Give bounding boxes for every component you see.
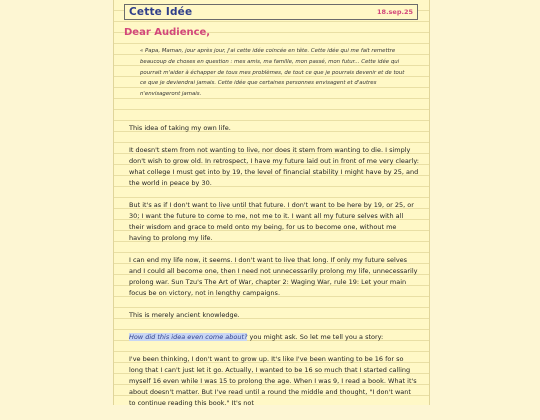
paragraph-6 (129, 332, 419, 343)
page-title: Cette Idée (129, 6, 193, 18)
quote-block: « Papa, Maman, jour après jour, j'ai cette idée coincée en tête. Cette idée qui me fait remettre beaucoup de choses en question : mes amis, ma famille, mon passé, mon futur... Cette idée qui pourrait m'aider à échapper de tous mes problèmes, de tout ce que je pourrais devenir et de tout ce que je deviendrai jamais. Cette idée que certaines personnes envisagent et d'autres n'envisageront jamais. (140, 48, 405, 97)
paragraph-1: This idea of taking my own life. (129, 124, 231, 132)
date-label: 18.sep.25 (377, 8, 413, 16)
letter-body (129, 123, 419, 420)
paragraph-4: I can end my life now, it seems. I don't want to live that long. If only my future selves and I could all become one, then I need not unnecessarily prolong my life, unnecessarily prolong war. Sun Tzu's The Art of War, chapter 2: Waging War, rule 19: Let your main focus be on victory, not in lengthy campaigns. (129, 256, 418, 297)
header-box (124, 4, 418, 20)
paragraph-6-rest: you might ask. So let me tell you a story: (247, 333, 384, 341)
paragraph-2: It doesn't stem from not wanting to live, nor does it stem from wanting to die. I simply don't wish to grow old. In retrospect, I have my future laid out in front of me very clearly: what college I must get into by 19, the level of financial stability I might have by 25, and the world in peace by 30. (129, 146, 419, 187)
paragraph-7: I've been thinking, I don't want to grow up. It's like I've been wanting to be 16 for so long that I can't just let it go. Actually, I wanted to be 16 so much that I started calling myself 16 even while I was 15 to prolong the age. When I was 9, I read a book. What it's about doesn't matter. But I've read until a round the middle and thought, "I don't want to continue reading this book." It's not (129, 355, 417, 407)
paragraph-3: But it's as if I don't want to live until that future. I don't want to be here by 19, or 25, or 30; I want the future to come to me, not me to it. I want all my future selves with all their wisdom and grace to meld onto my being, for us to become one, without me having to prolong my life. (129, 201, 414, 242)
greeting: Dear Audience, (124, 27, 211, 38)
highlighted-question: How did this idea even come about? (129, 333, 248, 341)
paragraph-5: This is merely ancient knowledge. (129, 311, 240, 319)
